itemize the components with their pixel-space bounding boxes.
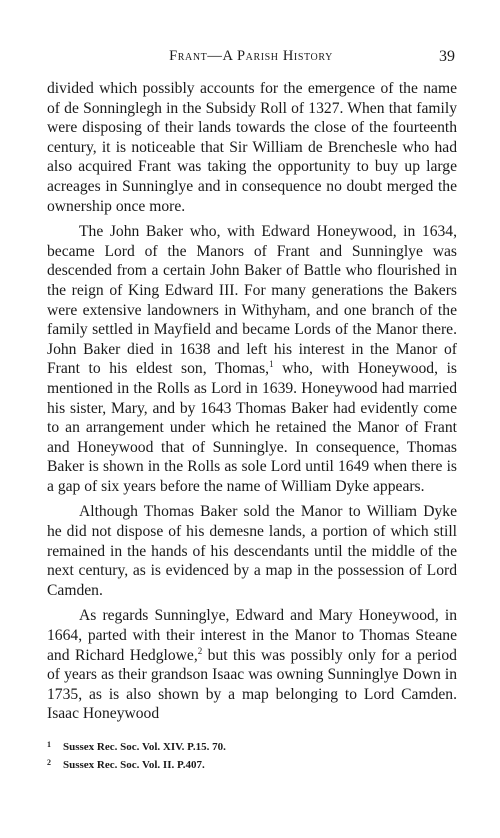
footnote-ref-1: 1 (269, 359, 274, 370)
paragraph-1 (47, 79, 457, 216)
paragraph-4 (47, 606, 457, 724)
paragraph-3 (47, 502, 457, 600)
page-number: 39 (439, 48, 455, 65)
paragraph-text: Although Thomas Baker sold the Manor to William Dyke he did not dispose of his demesne lands, a portion of which still remained in the hands of his descendants until the middle of the next century, as is evidenced by a map in the possession of Lord Camden. (47, 503, 457, 599)
footnote-text: Sussex Rec. Soc. Vol. II. P.407. (63, 759, 205, 771)
body-text (47, 79, 457, 730)
footnote-ref-2: 2 (197, 645, 203, 656)
paragraph-text: As regards Sunninglye, Edward and Mary Honeywood, in 1664, parted with their interest in the Manor to Thomas Steane and Richard Hedglowe, (47, 607, 457, 664)
running-head (47, 48, 455, 68)
paragraph-text: divided which possibly accounts for the emergence of the name of de Sonninglegh in the Subsidy Roll of 1327. When that family were disposing of their lands towards the close of the fourteenth century, it is noticeable that Sir William de Brenchesle who had also acquired Frant was taking the opportunity to buy up large acreages in Sunninglye and in consequence no doubt merged the ownership once more. (47, 80, 457, 215)
footnote-2 (47, 755, 457, 773)
footnotes (47, 737, 457, 773)
running-title: Frant—A Parish History (169, 48, 333, 64)
footnote-1 (47, 737, 457, 755)
footnote-mark: 2 (47, 758, 51, 767)
paragraph-text-cont: who, with Honeywood, is mentioned in the Rolls as Lord in 1639. Honeywood had married his sister, Mary, and by 1643 Thomas Baker had evidently come to an arrangement under which he retained the Manor of Frant and Honeywood that of Sunninglye. In consequence, Thomas Baker is shown in the Rolls as sole Lord until 1649 when there is a gap of six years before the name of William Dyke appears. (47, 360, 457, 495)
paragraph-text-cont: but this was possibly only for a period of years as their grandson Isaac was owning Sunninglye Down in 1735, as is also shown by a map belonging to Lord Camden. Isaac Honeywood (47, 646, 457, 723)
paragraph-text: The John Baker who, with Edward Honeywood, in 1634, became Lord of the Manors of Frant and Sunninglye was descended from a certain John Baker of Battle who flourished in the reign of King Edward III. For many generations the Bakers were extensive landowners in Withyham, and one branch of the family settled in Mayfield and became Lords of the Manor there. John Baker died in 1638 and left his interest in the Manor of Frant to his eldest son, Thomas, (47, 223, 457, 378)
paragraph-2 (47, 222, 457, 496)
footnote-text: Sussex Rec. Soc. Vol. XIV. P.15. 70. (63, 741, 226, 753)
footnote-mark: 1 (47, 740, 51, 749)
